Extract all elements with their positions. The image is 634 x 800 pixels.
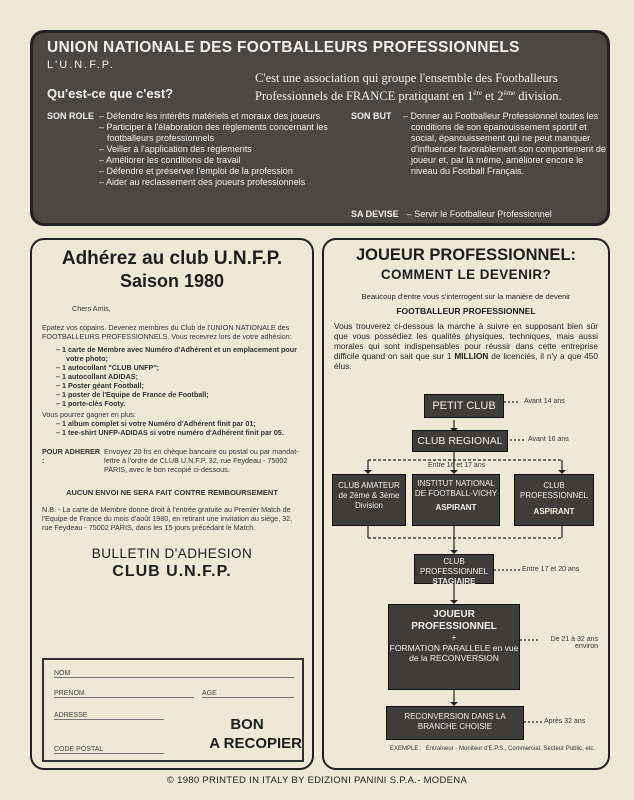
but-label: SON BUT	[351, 111, 392, 121]
but-text: – Donner au Footballeur Professionnel toutes les conditions de son épanouissement sportif et social, épanouissement qui ne peut manquer d'influencer favorablement son comportement de joueur et, par là même, améliorer encore le niveau du Football Français.	[403, 111, 606, 176]
adherer-section	[42, 447, 302, 474]
bonus-list	[56, 419, 302, 437]
career-heading: JOUEUR PROFESSIONNEL:	[355, 246, 577, 264]
career-subheading: COMMENT LE DEVENIR?	[380, 267, 552, 282]
adherer-text: Envoyez 20 frs en chèque bancaire ou postal ou par mandat-lettre à l'ordre de CLUB U.N.F.P. 32, rue Feydeau - 75002 PARIS, avec le bon recopié ci-dessous.	[104, 447, 299, 474]
club-unfp-heading: CLUB U.N.F.P.	[112, 563, 232, 580]
club-heading: Adhérez au club U.N.F.P.	[61, 248, 283, 269]
career-flowchart	[324, 240, 612, 772]
bonus-item: – 1 tee-shirt UNFP-ADIDAS si votre numéro d'Adhérent finit par 05.	[56, 428, 284, 437]
age-21-32: De 21 à 32 ans environ	[550, 636, 598, 650]
greeting: Chers Amis,	[72, 304, 111, 313]
age-before-14: Avant 14 ans	[524, 398, 565, 405]
career-topic: FOOTBALLEUR PROFESSIONNEL	[396, 306, 536, 316]
benefit-item: – 1 poster de l'Equipe de France de Football;	[56, 390, 209, 399]
role-item: – Défendre et préserver l'emploi de la profession	[99, 166, 293, 176]
devise-label: SA DEVISE	[351, 209, 399, 219]
nom-field[interactable]: NOM	[54, 670, 294, 678]
devise-text: – Servir le Footballeur Professionnel	[406, 209, 552, 219]
role-item: – Aider au reclassement des joueurs professionnels	[99, 177, 306, 187]
bulletin-heading: BULLETIN D'ADHESION	[91, 546, 253, 561]
role-item: – Participer à l'élaboration des règlements concernant les footballeurs professionnels	[99, 122, 328, 143]
step-club-regional: CLUB REGIONAL	[412, 430, 508, 452]
age-after-32: Après 32 ans	[544, 718, 586, 725]
benefit-item: – 1 autocollant "CLUB UNFP";	[56, 363, 160, 372]
example-note: EXEMPLE : Entraîneur - Moniteur d'E.P.S., Commercial, Secteur Public, etc.	[390, 746, 596, 752]
age-16-17: Entre 16 et 17 ans	[428, 462, 486, 469]
role-section	[47, 111, 337, 188]
adherer-label: POUR ADHERER :	[42, 447, 101, 465]
no-cod-notice: AUCUN ENVOI NE SERA FAIT CONTRE REMBOURSEMENT	[66, 488, 278, 497]
role-list	[99, 111, 337, 188]
benefit-item: – 1 porte-clés Footy.	[56, 399, 126, 408]
bonus-intro: Vous pourrez gagner en plus:	[42, 410, 136, 419]
step-club-amateur: CLUB AMATEUR de 2ème & 3ème Division	[332, 474, 406, 526]
age-before-16: Avant 16 ans	[528, 436, 569, 443]
question-heading: Qu'est-ce que c'est?	[47, 86, 174, 101]
code-postal-field[interactable]: CODE POSTAL	[54, 746, 164, 754]
role-label: SON ROLE	[47, 111, 95, 121]
career-intro: Beaucoup d'entre vous s'interrogent sur la manière de devenir	[361, 292, 571, 301]
benefit-item: – 1 Poster géant Football;	[56, 381, 144, 390]
age-17-20: Entre 17 et 20 ans	[522, 566, 580, 573]
nb-note: N.B. - La carte de Membre donne droit à l'entrée gratuite au Premier Match de l'Equipe de France du mois d'août 1980, en retirant une invitation au siège, 32, rue Feydeau - 75002 PARIS, dans les 15 jours précédant le Match.	[42, 505, 293, 532]
season-heading: Saison 1980	[119, 271, 225, 291]
benefit-item: – 1 carte de Membre avec Numéro d'Adhérent et un emplacement pour votre photo;	[56, 345, 297, 363]
association-description: C'est une association qui groupe l'ensemble des Footballeurs Professionnels de FRANCE pratiquant en 1ère et 2ème division.	[255, 71, 562, 104]
benefit-item: – 1 autocollant ADIDAS;	[56, 372, 138, 381]
step-stagiaire: CLUB PROFESSIONNEL STAGIAIRE	[414, 554, 494, 584]
step-club-professionnel: CLUB PROFESSIONNEL ASPIRANT	[514, 474, 594, 526]
unfp-title: UNION NATIONALE DES FOOTBALLEURS PROFESSIONNELS	[47, 39, 520, 56]
prenom-field[interactable]: PRENOM	[54, 690, 194, 698]
step-institut-vichy: INSTITUT NATIONAL DE FOOTBALL-VICHY ASPIRANT	[412, 474, 500, 526]
career-text: Vous trouverez ci-dessous la marche à suivre en supposant bien sûr que vous possédiez les qualités physiques, techniques, mais aussi morales qui sont indispensables pour réussir dans cette entreprise difficile quand on sait que sur 1 MILLION de licenciés, il n'y a que 450 élus.	[334, 321, 599, 371]
role-item: – Améliorer les conditions de travail	[99, 155, 241, 165]
benefit-list	[56, 345, 302, 408]
bonus-item: – 1 album complet si votre Numéro d'Adhérent finit par 01;	[56, 419, 256, 428]
unfp-abbreviation: L'U.N.F.P.	[47, 59, 115, 71]
role-item: – Défendre les intérêts matériels et moraux des joueurs	[99, 111, 321, 121]
bon-a-recopier: BON A RECOPIER	[209, 716, 302, 752]
step-petit-club: PETIT CLUB	[424, 394, 504, 418]
devise-section	[351, 209, 552, 219]
role-item: – Veiller à l'application des règlements	[99, 144, 252, 154]
copyright-footer: © 1980 PRINTED IN ITALY BY EDIZIONI PANINI S.P.A.- MODENA	[166, 775, 468, 786]
step-reconversion: RECONVERSION DANS LA BRANCHE CHOISIE	[386, 706, 524, 740]
but-section	[351, 111, 607, 177]
membership-form	[42, 658, 304, 762]
step-joueur-professionnel: JOUEUR PROFESSIONNEL + FORMATION PARALLELE en vue de la RECONVERSION	[388, 604, 520, 690]
unfp-info-box	[30, 30, 610, 226]
intro-paragraph: Epatez vos copains. Devenez membres du Club de l'UNION NATIONALE des FOOTBALLEURS PROFESSIONNELS. Vous recevrez lors de votre adhésion:	[42, 323, 292, 341]
career-path-panel	[322, 238, 610, 770]
adresse-field[interactable]: ADRESSE	[54, 712, 164, 720]
club-membership-panel	[30, 238, 314, 770]
age-field[interactable]: AGE	[202, 690, 294, 698]
